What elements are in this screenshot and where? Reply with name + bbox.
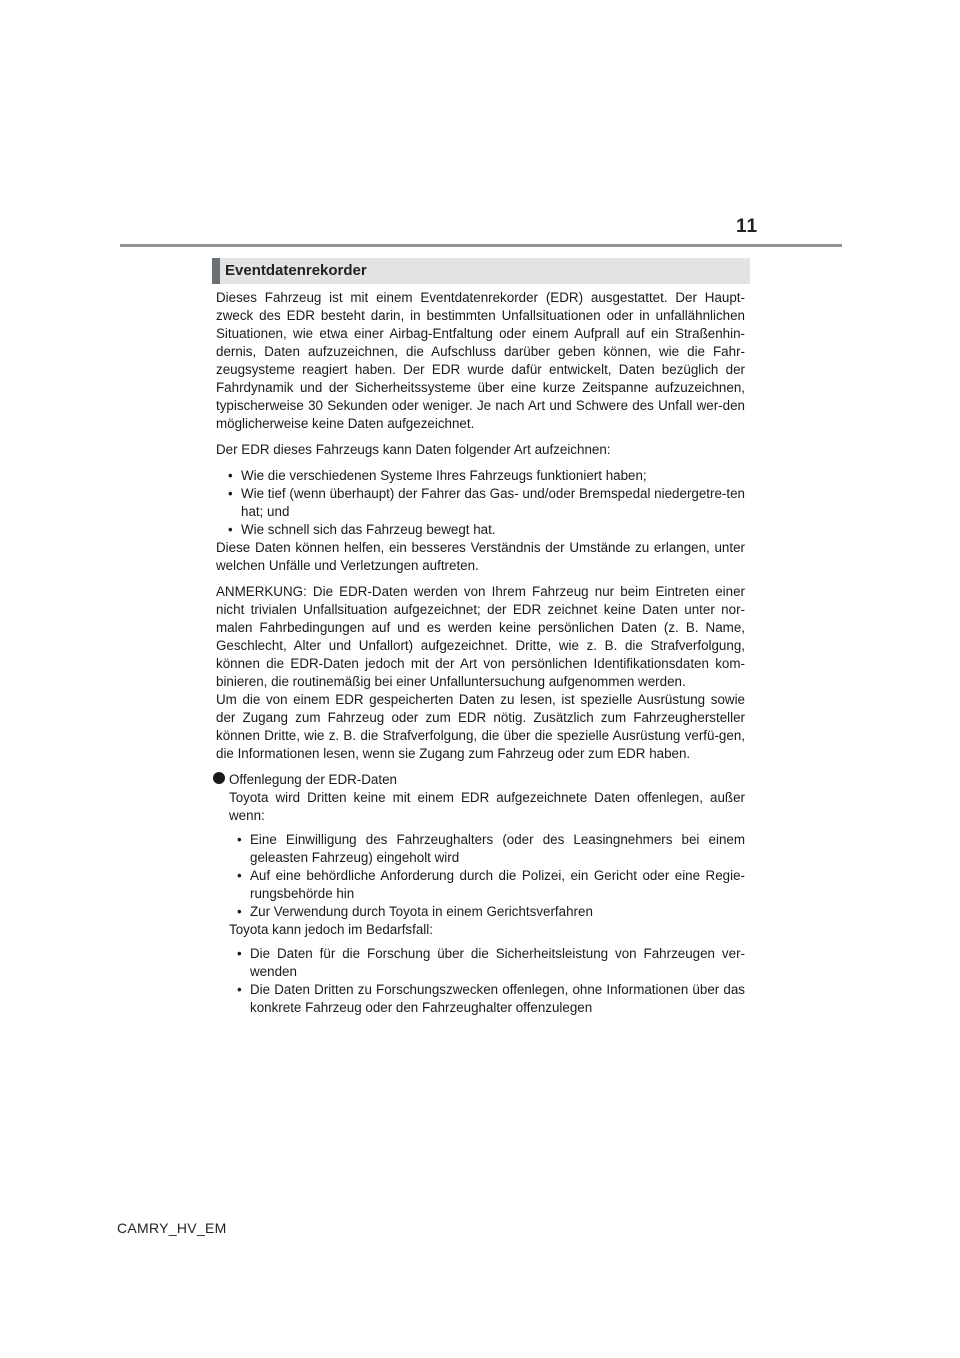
section-title-bar [212, 258, 750, 284]
header-rule [120, 244, 842, 247]
page-number: 11 [736, 216, 759, 237]
list-item: • Eine Einwilligung des Fahrzeughalters (oder des Leasingnehmers bei einem geleasten Fahrzeug) eingeholt wird [237, 831, 745, 867]
section-title-accent [212, 258, 220, 284]
list-item: • Zur Verwendung durch Toyota in einem Gerichtsverfahren [237, 903, 745, 921]
footer-code: CAMRY_HV_EM [117, 1220, 227, 1236]
data-types-intro: Der EDR dieses Fahrzeugs kann Daten folgender Art aufzeichnen: [216, 442, 611, 457]
list-item: • Wie die verschiedenen Systeme Ihres Fahrzeugs funktioniert haben; [228, 467, 745, 485]
list-item: • Die Daten für die Forschung über die Sicherheitsleistung von Fahrzeugen ver-wenden [237, 945, 745, 981]
disclosure-section [216, 771, 745, 1017]
intro-paragraph: Dieses Fahrzeug ist mit einem Eventdatenrekorder (EDR) ausgestattet. Der Haupt-zweck des EDR besteht darin, in bestimmten Unfallsituationen oder in unfallähnlichen Situationen, wie etwa einer Airbag-Entfaltung oder einem Aufprall auf ein Straßenhin-dernis, Daten aufzuzeichnen, die Aufschluss darüber geben können, wie die Fahr-zeugsysteme reagiert haben. Der EDR wurde dafür entwickelt, Daten bezüglich der Fahrdynamik und der Sicherheitssysteme über eine kurze Zeitspanne aufzuzeichnen, typischerweise 30 Sekunden oder weniger. Je nach Art und Schwere des Unfall wer-den möglicherweise keine Daten aufgezeichnet. [216, 290, 745, 431]
list-item: • Wie tief (wenn überhaupt) der Fahrer das Gas- und/oder Bremspedal niedergetre-ten hat; und [228, 485, 745, 521]
list-item: • Die Daten Dritten zu Forschungszwecken offenlegen, ohne Informationen über das konkrete Fahrzeug oder den Fahrzeughalter offenzulegen [237, 981, 745, 1017]
reading-paragraph: Um die von einem EDR gespeicherten Daten zu lesen, ist spezielle Ausrüstung sowie der Zugang zum Fahrzeug oder zum EDR nötig. Zusätzlich zum Fahrzeughersteller können Dritte, wie z. B. die Strafverfolgung, die über die spezielle Ausrüstung verfü-gen, die Informationen lesen, wenn sie Zugang zum Fahrzeug oder zum EDR haben. [216, 692, 745, 761]
disclosure-exceptions-list [237, 945, 745, 1017]
list-item: • Wie schnell sich das Fahrzeug bewegt hat. [228, 521, 745, 539]
disclosure-however: Toyota kann jedoch im Bedarfsfall: [229, 922, 433, 937]
disclosure-heading: Offenlegung der EDR-Daten [229, 772, 397, 787]
section-title: Eventdatenrekorder [225, 262, 367, 279]
list-item: • Auf eine behördliche Anforderung durch die Polizei, ein Gericht oder eine Regie-rungsbehörde hin [237, 867, 745, 903]
data-purpose-paragraph: Diese Daten können helfen, ein besseres Verständnis der Umstände zu erlangen, unter welchen Unfälle und Verletzungen auftreten. [216, 540, 745, 573]
disclosure-conditions-list [237, 831, 745, 921]
content-body [216, 289, 745, 1017]
data-types-list [228, 467, 745, 539]
note-paragraph: ANMERKUNG: Die EDR-Daten werden von Ihrem Fahrzeug nur beim Eintreten einer nicht trivialen Unfallsituation aufgezeichnet; der EDR zeichnet keine Daten unter nor-malen Fahrbedingungen auf und es werden keine persönlichen Daten (z. B. Name, Geschlecht, Alter und Unfallort) aufgezeichnet. Dritte, wie z. B. die Strafverfolgung, können die EDR-Daten jedoch mit der Art von persönlichen Identifikationsdaten kom-binieren, die routinemäßig bei einer Unfalluntersuchung aufgenommen werden. [216, 584, 745, 689]
filled-circle-icon [213, 772, 225, 784]
disclosure-intro: Toyota wird Dritten keine mit einem EDR aufgezeichnete Daten offenlegen, außer wenn: [229, 790, 745, 823]
